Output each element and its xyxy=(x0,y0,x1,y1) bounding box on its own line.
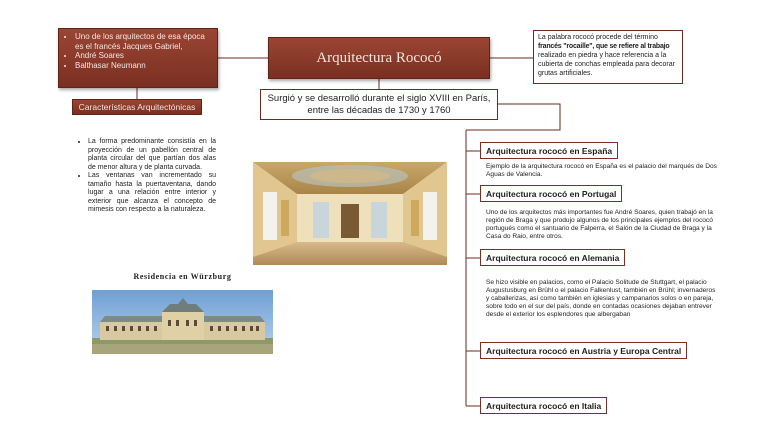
architect-item: • Uno de los arquitectos de esa época es el francés Jacques Gabriel, xyxy=(75,32,211,51)
section-title-italia: Arquitectura rococó en Italia xyxy=(480,397,607,414)
origin-note-text: La palabra rococó procede del término xyxy=(538,34,658,41)
section-title-espana: Arquitectura rococó en España xyxy=(480,142,618,159)
main-title: Arquitectura Rococó xyxy=(268,37,490,79)
section-desc-alemania: Se hizo visible en palacios, como el Palacio Solitude de Stuttgart, el palacio Augustusburg en Brühl o el palacio Falkenlust, también en Brühl; invernaderos y caballerizas, así como también en iglesias y campanarios solos o en pareja, sobre todo en el sur del país, donde en contadas ocasiones dejaban entrever desde el exterior los esplendores que albergaban xyxy=(486,279,716,318)
section-title-alemania: Arquitectura rococó en Alemania xyxy=(480,249,625,266)
architects-box xyxy=(58,28,218,88)
section-title-austria: Arquitectura rococó en Austria y Europa Central xyxy=(480,342,687,359)
interior-photo xyxy=(253,162,447,265)
residencia-label: Residencia en Würzburg xyxy=(133,272,232,281)
section-title-portugal: Arquitectura rococó en Portugal xyxy=(480,185,622,202)
characteristic-item: • Las ventanas van incrementado su tamaño hasta la puertaventana, dando lugar a una relación entre interior y exterior que alcanza el concepto de mimesis con respecto a la naturaleza. xyxy=(88,172,216,215)
architect-item: • André Soares xyxy=(75,51,211,61)
characteristics-label: Características Arquitectónicas xyxy=(72,99,202,115)
origin-note xyxy=(533,30,683,84)
subtitle-box: Surgió y se desarrolló durante el siglo XVIII en París, entre las décadas de 1730 y 1760 xyxy=(260,89,498,120)
section-desc-espana: Ejemplo de la arquitectura rococó en España es el palacio del marqués de Dos Aguas de Valencia. xyxy=(486,163,717,178)
section-desc-portugal: Uno de los arquitectos más importantes fue André Soares, quien trabajó en la región de Braga y que produjo algunos de los principales ejemplos del rococó portugués como el santuario de Falperra, el Salón de la Ciudad de Braga y la Casa do Raio, entre otros. xyxy=(486,209,713,240)
origin-note-text-end: realizado en piedra y hace referencia a la cubierta de conchas empleada para decorar grutas artificiales. xyxy=(538,52,675,77)
characteristic-item: • La forma predominante consistía en la proyección de un pabellón central de planta circular del que partían dos alas de menor altura y de planta curvada. xyxy=(88,138,216,172)
origin-note-bold: francés "rocaille", que se refiere al trabajo xyxy=(538,43,670,50)
architect-item: • Balthasar Neumann xyxy=(75,61,211,71)
palace-photo xyxy=(92,290,273,354)
characteristics-list xyxy=(76,138,216,215)
